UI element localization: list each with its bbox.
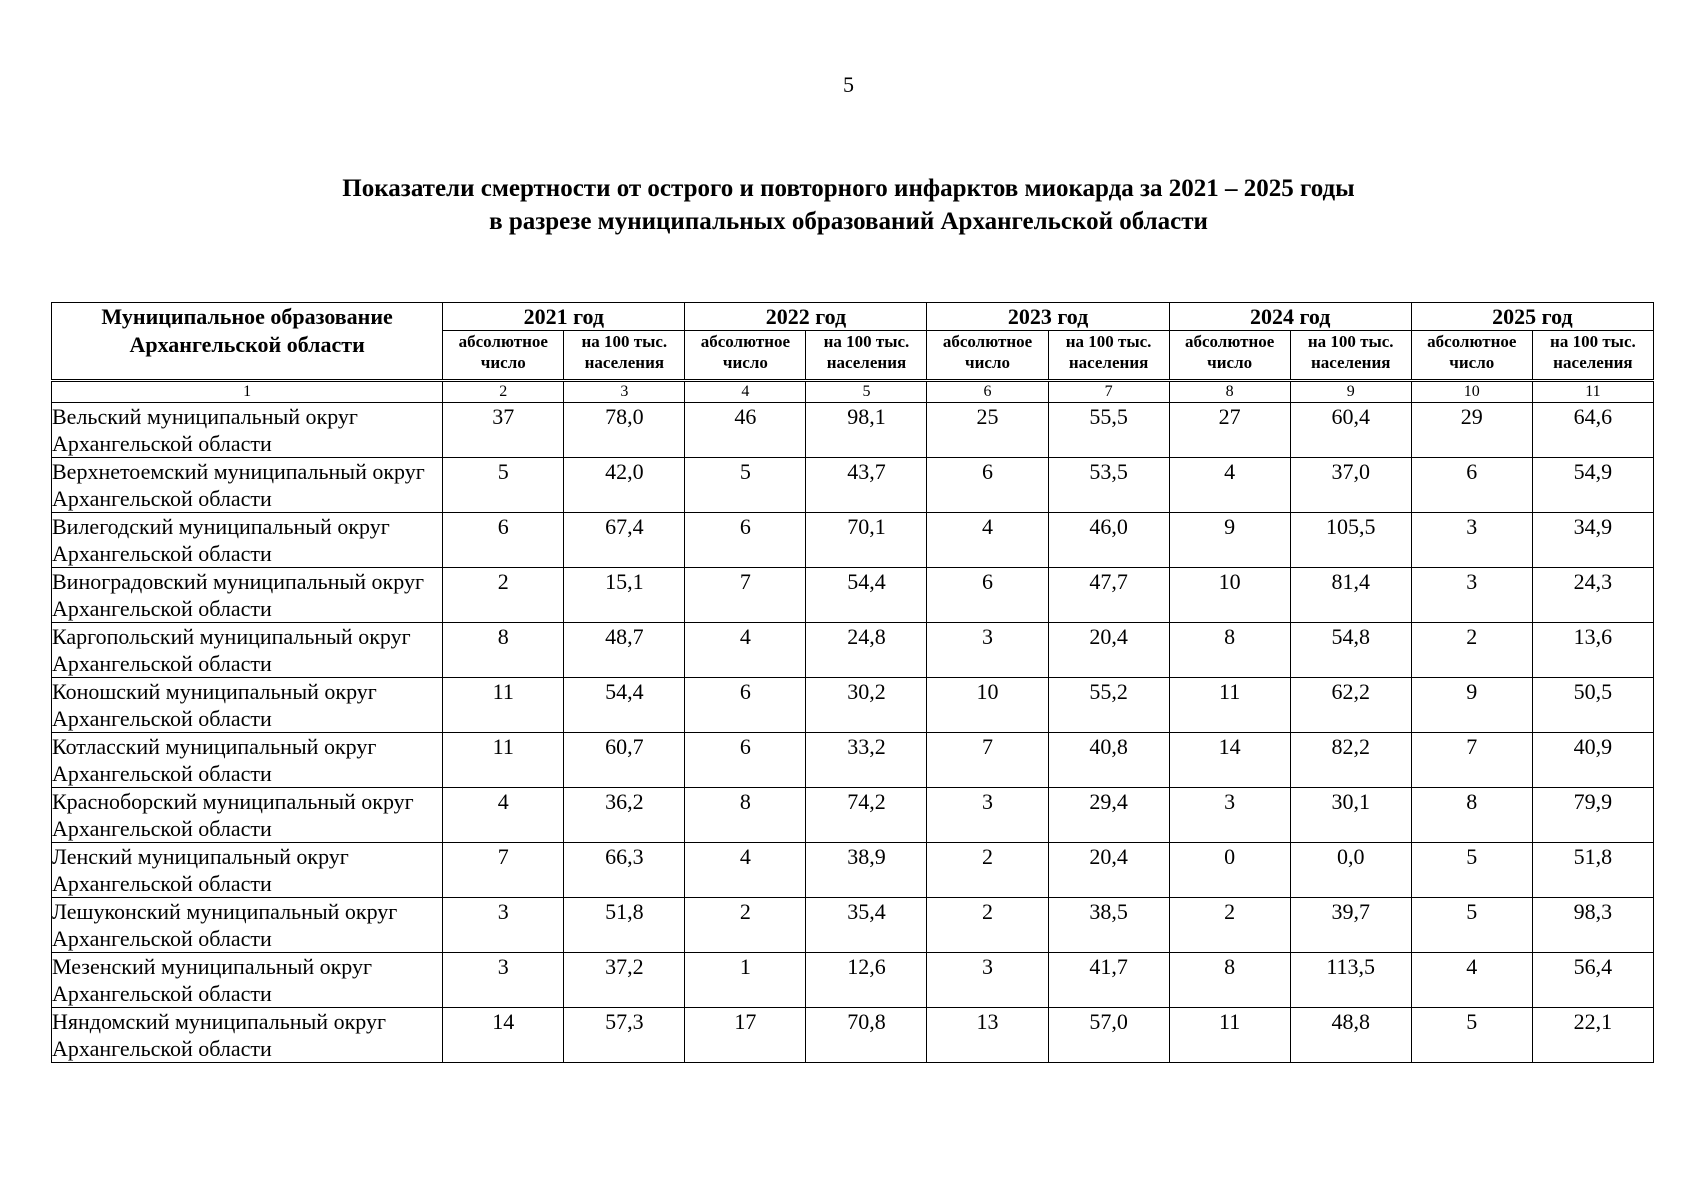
absolute-value-cell: 6 — [1411, 458, 1532, 513]
municipality-name: Вельский муниципальный округ Архангельской области — [52, 403, 443, 458]
municipality-name: Ленский муниципальный округ Архангельской области — [52, 843, 443, 898]
absolute-value-cell: 9 — [1169, 513, 1290, 568]
per-100k-value-cell: 37,2 — [564, 953, 685, 1008]
absolute-value-cell: 11 — [1169, 1008, 1290, 1063]
per-100k-value-cell: 54,8 — [1290, 623, 1411, 678]
absolute-value-cell: 46 — [685, 403, 806, 458]
absolute-value-cell: 3 — [927, 788, 1048, 843]
absolute-value-cell: 3 — [927, 953, 1048, 1008]
document-title — [0, 172, 1697, 238]
per-100k-value-cell: 38,9 — [806, 843, 927, 898]
per-100k-value-cell: 24,8 — [806, 623, 927, 678]
per-100k-value-cell: 0,0 — [1290, 843, 1411, 898]
absolute-value-cell: 3 — [443, 898, 564, 953]
header-absolute: абсолютное число — [1411, 331, 1532, 381]
per-100k-value-cell: 29,4 — [1048, 788, 1169, 843]
absolute-value-cell: 17 — [685, 1008, 806, 1063]
per-100k-value-cell: 33,2 — [806, 733, 927, 788]
column-number: 11 — [1532, 381, 1653, 403]
absolute-value-cell: 6 — [685, 513, 806, 568]
header-year: 2021 год — [443, 303, 685, 331]
per-100k-value-cell: 39,7 — [1290, 898, 1411, 953]
absolute-value-cell: 11 — [443, 678, 564, 733]
page-number: 5 — [843, 72, 854, 97]
absolute-value-cell: 10 — [1169, 568, 1290, 623]
per-100k-value-cell: 13,6 — [1532, 623, 1653, 678]
per-100k-value-cell: 42,0 — [564, 458, 685, 513]
absolute-value-cell: 8 — [443, 623, 564, 678]
table-row — [52, 953, 1654, 1008]
absolute-value-cell: 8 — [1169, 623, 1290, 678]
per-100k-value-cell: 50,5 — [1532, 678, 1653, 733]
column-number: 4 — [685, 381, 806, 403]
table-row — [52, 458, 1654, 513]
absolute-value-cell: 4 — [443, 788, 564, 843]
header-municipality: Муниципальное образование Архангельской области — [52, 303, 443, 381]
absolute-value-cell: 3 — [1411, 568, 1532, 623]
absolute-value-cell: 4 — [1169, 458, 1290, 513]
per-100k-value-cell: 74,2 — [806, 788, 927, 843]
header-per-100k: на 100 тыс. населения — [1532, 331, 1653, 381]
absolute-value-cell: 5 — [1411, 898, 1532, 953]
per-100k-value-cell: 38,5 — [1048, 898, 1169, 953]
municipality-name: Вилегодский муниципальный округ Архангельской области — [52, 513, 443, 568]
column-number: 2 — [443, 381, 564, 403]
absolute-value-cell: 14 — [1169, 733, 1290, 788]
absolute-value-cell: 10 — [927, 678, 1048, 733]
municipality-name: Котласский муниципальный округ Архангельской области — [52, 733, 443, 788]
absolute-value-cell: 5 — [443, 458, 564, 513]
absolute-value-cell: 8 — [1169, 953, 1290, 1008]
absolute-value-cell: 6 — [927, 568, 1048, 623]
municipality-name: Мезенский муниципальный округ Архангельской области — [52, 953, 443, 1008]
per-100k-value-cell: 105,5 — [1290, 513, 1411, 568]
absolute-value-cell: 2 — [443, 568, 564, 623]
municipality-name: Виноградовский муниципальный округ Архангельской области — [52, 568, 443, 623]
per-100k-value-cell: 35,4 — [806, 898, 927, 953]
per-100k-value-cell: 57,0 — [1048, 1008, 1169, 1063]
absolute-value-cell: 3 — [1169, 788, 1290, 843]
absolute-value-cell: 2 — [1169, 898, 1290, 953]
header-year: 2023 год — [927, 303, 1169, 331]
per-100k-value-cell: 113,5 — [1290, 953, 1411, 1008]
absolute-value-cell: 7 — [443, 843, 564, 898]
column-number-row — [52, 381, 1654, 403]
absolute-value-cell: 8 — [1411, 788, 1532, 843]
table-body — [52, 381, 1654, 1063]
per-100k-value-cell: 37,0 — [1290, 458, 1411, 513]
municipality-name: Красноборский муниципальный округ Архангельской области — [52, 788, 443, 843]
title-line-2: в разрезе муниципальных образований Архангельской области — [489, 208, 1208, 235]
absolute-value-cell: 13 — [927, 1008, 1048, 1063]
per-100k-value-cell: 20,4 — [1048, 843, 1169, 898]
per-100k-value-cell: 51,8 — [1532, 843, 1653, 898]
per-100k-value-cell: 34,9 — [1532, 513, 1653, 568]
table-row — [52, 898, 1654, 953]
per-100k-value-cell: 70,1 — [806, 513, 927, 568]
per-100k-value-cell: 67,4 — [564, 513, 685, 568]
per-100k-value-cell: 98,1 — [806, 403, 927, 458]
absolute-value-cell: 1 — [685, 953, 806, 1008]
per-100k-value-cell: 51,8 — [564, 898, 685, 953]
absolute-value-cell: 6 — [685, 678, 806, 733]
absolute-value-cell: 2 — [927, 843, 1048, 898]
per-100k-value-cell: 15,1 — [564, 568, 685, 623]
absolute-value-cell: 8 — [685, 788, 806, 843]
per-100k-value-cell: 55,2 — [1048, 678, 1169, 733]
absolute-value-cell: 25 — [927, 403, 1048, 458]
per-100k-value-cell: 64,6 — [1532, 403, 1653, 458]
per-100k-value-cell: 54,4 — [806, 568, 927, 623]
absolute-value-cell: 4 — [1411, 953, 1532, 1008]
per-100k-value-cell: 20,4 — [1048, 623, 1169, 678]
table-row — [52, 678, 1654, 733]
per-100k-value-cell: 60,7 — [564, 733, 685, 788]
table-row — [52, 788, 1654, 843]
header-absolute: абсолютное число — [927, 331, 1048, 381]
municipality-name: Каргопольский муниципальный округ Архангельской области — [52, 623, 443, 678]
table-row — [52, 623, 1654, 678]
per-100k-value-cell: 70,8 — [806, 1008, 927, 1063]
header-per-100k: на 100 тыс. населения — [1048, 331, 1169, 381]
per-100k-value-cell: 56,4 — [1532, 953, 1653, 1008]
absolute-value-cell: 9 — [1411, 678, 1532, 733]
header-absolute: абсолютное число — [443, 331, 564, 381]
table-row — [52, 843, 1654, 898]
per-100k-value-cell: 53,5 — [1048, 458, 1169, 513]
absolute-value-cell: 2 — [927, 898, 1048, 953]
per-100k-value-cell: 54,4 — [564, 678, 685, 733]
table-row — [52, 1008, 1654, 1063]
municipality-name: Няндомский муниципальный округ Архангельской области — [52, 1008, 443, 1063]
header-year: 2024 год — [1169, 303, 1411, 331]
absolute-value-cell: 6 — [927, 458, 1048, 513]
absolute-value-cell: 11 — [1169, 678, 1290, 733]
per-100k-value-cell: 22,1 — [1532, 1008, 1653, 1063]
per-100k-value-cell: 62,2 — [1290, 678, 1411, 733]
column-number: 7 — [1048, 381, 1169, 403]
absolute-value-cell: 2 — [685, 898, 806, 953]
municipality-name: Верхнетоемский муниципальный округ Архангельской области — [52, 458, 443, 513]
header-per-100k: на 100 тыс. населения — [806, 331, 927, 381]
per-100k-value-cell: 40,9 — [1532, 733, 1653, 788]
header-per-100k: на 100 тыс. населения — [1290, 331, 1411, 381]
absolute-value-cell: 7 — [927, 733, 1048, 788]
municipality-name: Лешуконский муниципальный округ Архангельской области — [52, 898, 443, 953]
absolute-value-cell: 7 — [1411, 733, 1532, 788]
per-100k-value-cell: 40,8 — [1048, 733, 1169, 788]
table-header — [52, 303, 1654, 381]
per-100k-value-cell: 79,9 — [1532, 788, 1653, 843]
column-number: 10 — [1411, 381, 1532, 403]
header-year: 2025 год — [1411, 303, 1653, 331]
absolute-value-cell: 3 — [927, 623, 1048, 678]
absolute-value-cell: 7 — [685, 568, 806, 623]
per-100k-value-cell: 81,4 — [1290, 568, 1411, 623]
table-row — [52, 733, 1654, 788]
mortality-table — [51, 302, 1654, 1063]
column-number: 3 — [564, 381, 685, 403]
header-absolute: абсолютное число — [1169, 331, 1290, 381]
per-100k-value-cell: 55,5 — [1048, 403, 1169, 458]
per-100k-value-cell: 46,0 — [1048, 513, 1169, 568]
per-100k-value-cell: 12,6 — [806, 953, 927, 1008]
per-100k-value-cell: 48,8 — [1290, 1008, 1411, 1063]
absolute-value-cell: 5 — [685, 458, 806, 513]
per-100k-value-cell: 48,7 — [564, 623, 685, 678]
per-100k-value-cell: 66,3 — [564, 843, 685, 898]
table-row — [52, 513, 1654, 568]
per-100k-value-cell: 24,3 — [1532, 568, 1653, 623]
per-100k-value-cell: 60,4 — [1290, 403, 1411, 458]
per-100k-value-cell: 98,3 — [1532, 898, 1653, 953]
per-100k-value-cell: 78,0 — [564, 403, 685, 458]
table-row — [52, 403, 1654, 458]
absolute-value-cell: 37 — [443, 403, 564, 458]
column-number: 6 — [927, 381, 1048, 403]
header-per-100k: на 100 тыс. населения — [564, 331, 685, 381]
absolute-value-cell: 29 — [1411, 403, 1532, 458]
per-100k-value-cell: 57,3 — [564, 1008, 685, 1063]
municipality-name: Коношский муниципальный округ Архангельской области — [52, 678, 443, 733]
absolute-value-cell: 6 — [443, 513, 564, 568]
absolute-value-cell: 4 — [927, 513, 1048, 568]
per-100k-value-cell: 54,9 — [1532, 458, 1653, 513]
per-100k-value-cell: 30,1 — [1290, 788, 1411, 843]
column-number: 5 — [806, 381, 927, 403]
absolute-value-cell: 4 — [685, 623, 806, 678]
header-absolute: абсолютное число — [685, 331, 806, 381]
absolute-value-cell: 6 — [685, 733, 806, 788]
absolute-value-cell: 27 — [1169, 403, 1290, 458]
title-line-1: Показатели смертности от острого и повторного инфарктов миокарда за 2021 – 2025 годы — [342, 175, 1355, 202]
per-100k-value-cell: 36,2 — [564, 788, 685, 843]
absolute-value-cell: 5 — [1411, 843, 1532, 898]
column-number: 9 — [1290, 381, 1411, 403]
absolute-value-cell: 3 — [1411, 513, 1532, 568]
absolute-value-cell: 14 — [443, 1008, 564, 1063]
per-100k-value-cell: 41,7 — [1048, 953, 1169, 1008]
absolute-value-cell: 2 — [1411, 623, 1532, 678]
absolute-value-cell: 4 — [685, 843, 806, 898]
column-number: 1 — [52, 381, 443, 403]
absolute-value-cell: 5 — [1411, 1008, 1532, 1063]
absolute-value-cell: 11 — [443, 733, 564, 788]
table-row — [52, 568, 1654, 623]
per-100k-value-cell: 30,2 — [806, 678, 927, 733]
per-100k-value-cell: 82,2 — [1290, 733, 1411, 788]
per-100k-value-cell: 47,7 — [1048, 568, 1169, 623]
absolute-value-cell: 3 — [443, 953, 564, 1008]
absolute-value-cell: 0 — [1169, 843, 1290, 898]
column-number: 8 — [1169, 381, 1290, 403]
per-100k-value-cell: 43,7 — [806, 458, 927, 513]
header-year: 2022 год — [685, 303, 927, 331]
